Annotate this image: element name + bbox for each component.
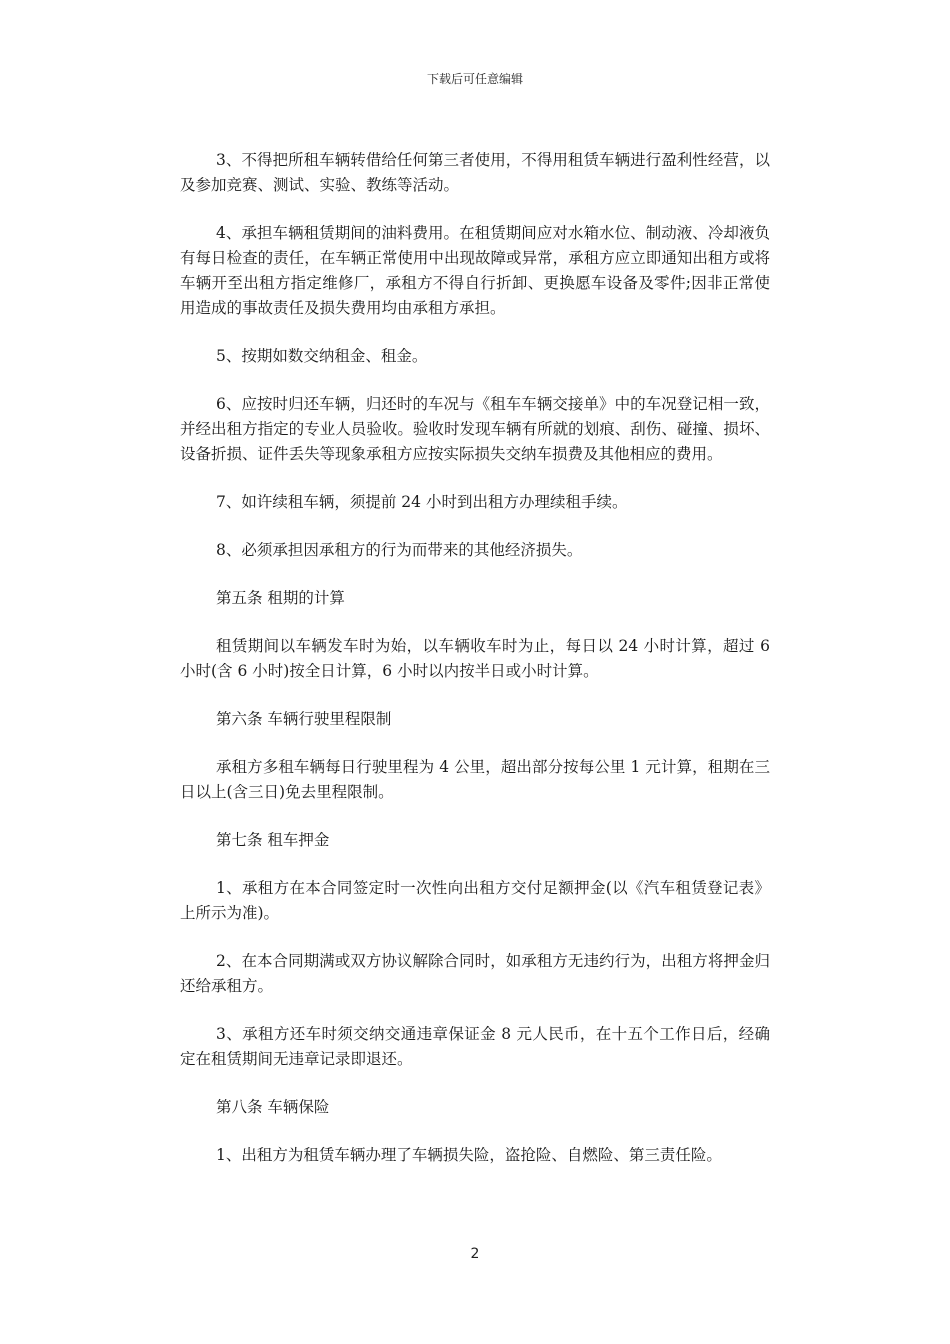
clause-item-5: 5、按期如数交纳租金、租金。: [216, 347, 428, 365]
clause-item-6: 6、应按时归还车辆，归还时的车况与《租车车辆交接单》中的车况登记相一致，并经出租方指定的专业人员验收。验收时发现车辆有所就的划痕、刮伤、碰撞、损坏、设备折损、证件丢失等现象承租方应按实际损失交纳车损费及其他相应的费用。: [180, 395, 770, 463]
page-header: 下载后可任意编辑: [426, 72, 523, 86]
clause-item-4: 4、承担车辆租赁期间的油料费用。在租赁期间应对水箱水位、制动液、冷却液负有每日检查的责任，在车辆正常使用中出现故障或异常，承租方应立即通知出租方或将车辆开至出租方指定维修厂，承租方不得自行折卸、更换愿车设备及零件;因非正常使用造成的事故责任及损失费用均由承租方承担。: [180, 224, 770, 317]
section-8-item-1: 1、出租方为租赁车辆办理了车辆损失险，盗抢险、自燃险、第三责任险。: [216, 1146, 722, 1164]
clause-item-3: 3、不得把所租车辆转借给任何第三者使用，不得用租赁车辆进行盈利性经营，以及参加竞赛、测试、实验、教练等活动。: [180, 151, 770, 194]
section-7-item-2: 2、在本合同期满或双方协议解除合同时，如承租方无违约行为，出租方将押金归还给承租方。: [180, 952, 770, 995]
section-5-body: 租赁期间以车辆发车时为始，以车辆收车时为止，每日以 24 小时计算，超过 6 小时(含 6 小时)按全日计算，6 小时以内按半日或小时计算。: [180, 637, 770, 680]
clause-item-8: 8、必须承担因承租方的行为而带来的其他经济损失。: [216, 541, 583, 559]
section-heading-5: 第五条 租期的计算: [216, 589, 345, 607]
section-6-body: 承租方多租车辆每日行驶里程为 4 公里，超出部分按每公里 1 元计算，租期在三日以上(含三日)免去里程限制。: [180, 758, 770, 801]
section-heading-8: 第八条 车辆保险: [216, 1098, 330, 1116]
document-body: [180, 148, 770, 1191]
section-heading-6: 第六条 车辆行驶里程限制: [216, 710, 392, 728]
page-number: 2: [470, 1246, 480, 1262]
clause-item-7: 7、如许续租车辆，须提前 24 小时到出租方办理续租手续。: [216, 493, 628, 511]
section-7-item-3: 3、承租方还车时须交纳交通违章保证金 8 元人民币，在十五个工作日后，经确定在租赁期间无违章记录即退还。: [180, 1025, 770, 1068]
section-heading-7: 第七条 租车押金: [216, 831, 330, 849]
section-7-item-1: 1、承租方在本合同签定时一次性向出租方交付足额押金(以《汽车租赁登记表》上所示为准)。: [180, 879, 770, 922]
